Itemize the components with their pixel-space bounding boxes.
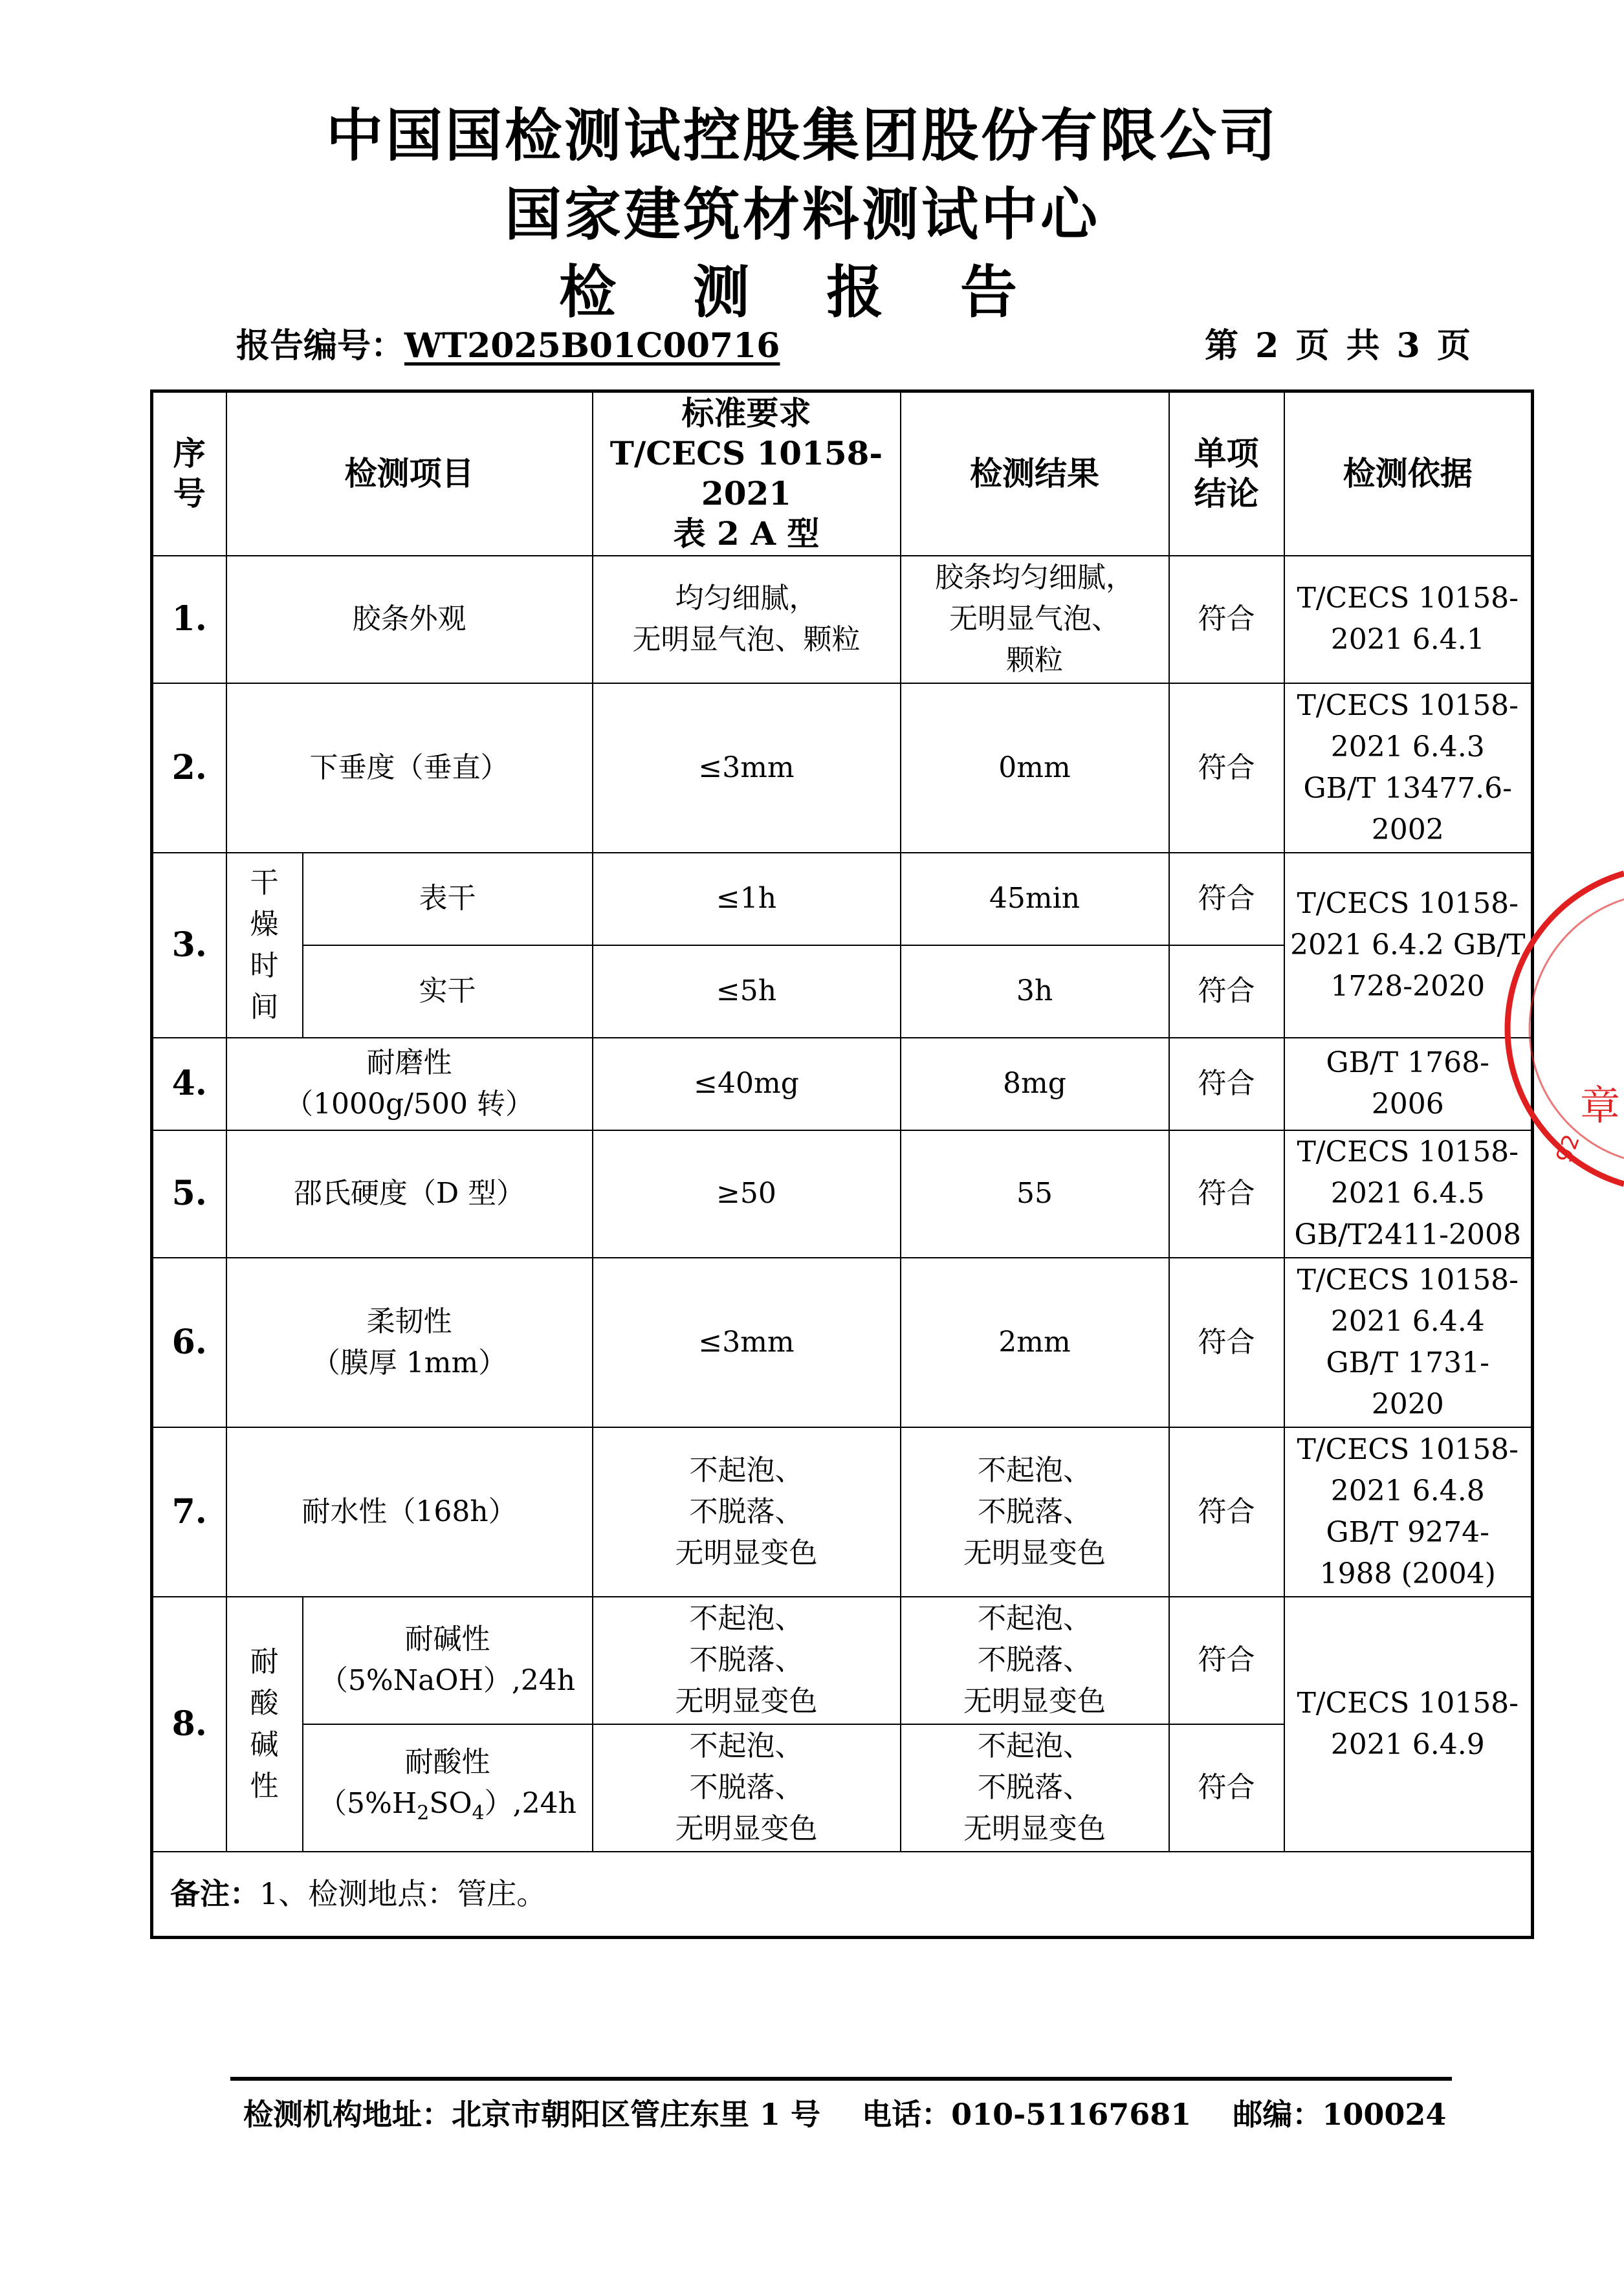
row-subitem-sub2: 4	[472, 1801, 485, 1825]
phone-value: 010-51167681	[951, 2097, 1192, 2132]
row-subitem: 实干	[303, 945, 593, 1038]
row-basis: GB/T 1768- 2006	[1284, 1038, 1533, 1130]
row-conclusion: 符合	[1169, 556, 1284, 683]
row-seq: 2.	[152, 683, 226, 853]
row-result: 45min	[901, 853, 1169, 945]
row-seq: 5.	[152, 1130, 226, 1258]
row-item: 下垂度（垂直）	[226, 683, 593, 853]
table-row	[152, 1427, 1533, 1597]
header-basis: 检测依据	[1284, 391, 1533, 556]
phone-label: 电话：	[862, 2097, 952, 2132]
row-seq: 7.	[152, 1427, 226, 1597]
row-item: 耐水性（168h）	[226, 1427, 593, 1597]
report-number-label: 报告编号：	[236, 326, 405, 366]
row-result: 3h	[901, 945, 1169, 1038]
row-conclusion: 符合	[1169, 1258, 1284, 1427]
row-subitem: 表干	[303, 853, 593, 945]
row-basis: T/CECS 10158- 2021 6.4.3 GB/T 13477.6- 2002	[1284, 683, 1533, 853]
table-row	[152, 1597, 1533, 1724]
row-requirement: 不起泡、 不脱落、 无明显变色	[593, 1597, 901, 1724]
footer-contact	[243, 2091, 1446, 2134]
table-row	[152, 853, 1533, 945]
notes-text: 1、检测地点：管庄。	[259, 1876, 547, 1912]
row-seq: 4.	[152, 1038, 226, 1130]
postcode-value: 100024	[1322, 2097, 1447, 2132]
row-result: 0mm	[901, 683, 1169, 853]
page-indicator: 第 2 页 共 3 页	[1205, 326, 1473, 366]
table-row	[152, 683, 1533, 853]
row-subitem: 耐碱性 （5%NaOH）,24h	[303, 1597, 593, 1724]
row-conclusion: 符合	[1169, 853, 1284, 945]
row-basis: T/CECS 10158- 2021 6.4.5 GB/T2411-2008	[1284, 1130, 1533, 1258]
row-seq: 1.	[152, 556, 226, 683]
row-subitem-post: ）,24h	[484, 1786, 576, 1820]
row-group-label: 干 燥 时 间	[226, 853, 303, 1038]
table-row	[152, 556, 1533, 683]
row-conclusion: 符合	[1169, 1597, 1284, 1724]
row-conclusion: 符合	[1169, 683, 1284, 853]
footer-divider	[230, 2077, 1452, 2081]
row-item: 邵氏硬度（D 型）	[226, 1130, 593, 1258]
row-requirement: 不起泡、 不脱落、 无明显变色	[593, 1724, 901, 1852]
seal-character: 章	[1580, 1082, 1621, 1129]
address-label: 检测机构地址：	[243, 2097, 452, 2132]
company-name: 中国国检测试控股集团股份有限公司	[325, 102, 1278, 169]
row-item: 耐磨性 （1000g/500 转）	[226, 1038, 593, 1130]
row-basis: T/CECS 10158- 2021 6.4.4 GB/T 1731- 2020	[1284, 1258, 1533, 1427]
row-basis: T/CECS 10158- 2021 6.4.2 GB/T 1728-2020	[1284, 853, 1533, 1038]
row-conclusion: 符合	[1169, 1038, 1284, 1130]
header-standard: 标准要求 T/CECS 10158- 2021 表 2 A 型	[593, 391, 901, 556]
table-header-row	[152, 391, 1533, 556]
row-basis: T/CECS 10158- 2021 6.4.9	[1284, 1597, 1533, 1852]
header-result: 检测结果	[901, 391, 1169, 556]
header-item: 检测项目	[226, 391, 593, 556]
row-conclusion: 符合	[1169, 1724, 1284, 1852]
header-seq: 序 号	[152, 391, 226, 556]
row-item: 柔韧性 （膜厚 1mm）	[226, 1258, 593, 1427]
table-row	[152, 1258, 1533, 1427]
row-requirement: ≤3mm	[593, 1258, 901, 1427]
row-seq: 8.	[152, 1597, 226, 1852]
row-requirement: ≥50	[593, 1130, 901, 1258]
address-value: 北京市朝阳区管庄东里 1 号	[452, 2097, 821, 2132]
row-seq: 3.	[152, 853, 226, 1038]
official-seal-partial	[1546, 860, 1624, 1197]
row-conclusion: 符合	[1169, 1427, 1284, 1597]
report-number	[236, 318, 780, 367]
row-group-label: 耐 酸 碱 性	[226, 1597, 303, 1852]
report-number-value: WT2025B01C00716	[404, 326, 780, 366]
row-requirement: ≤5h	[593, 945, 901, 1038]
row-requirement: 不起泡、 不脱落、 无明显变色	[593, 1427, 901, 1597]
notes-row	[152, 1852, 1533, 1938]
row-subitem-pre: （5%H	[318, 1786, 417, 1820]
row-basis: T/CECS 10158- 2021 6.4.1	[1284, 556, 1533, 683]
results-table	[150, 389, 1534, 1939]
center-name: 国家建筑材料测试中心	[504, 181, 1100, 248]
row-requirement: ≤40mg	[593, 1038, 901, 1130]
row-result: 2mm	[901, 1258, 1169, 1427]
row-requirement: ≤3mm	[593, 683, 901, 853]
row-conclusion: 符合	[1169, 1130, 1284, 1258]
row-requirement: 均匀细腻， 无明显气泡、颗粒	[593, 556, 901, 683]
row-result: 55	[901, 1130, 1169, 1258]
table-row	[152, 1130, 1533, 1258]
row-conclusion: 符合	[1169, 945, 1284, 1038]
document-title: 检 测 报 告	[559, 258, 1046, 325]
row-subitem	[303, 1724, 593, 1852]
row-result: 胶条均匀细腻， 无明显气泡、 颗粒	[901, 556, 1169, 683]
row-requirement: ≤1h	[593, 853, 901, 945]
row-result: 不起泡、 不脱落、 无明显变色	[901, 1597, 1169, 1724]
notes-label: 备注：	[170, 1876, 259, 1912]
header-conclusion: 单项 结论	[1169, 391, 1284, 556]
row-result: 不起泡、 不脱落、 无明显变色	[901, 1427, 1169, 1597]
row-seq: 6.	[152, 1258, 226, 1427]
row-subitem-sub1: 2	[417, 1801, 430, 1825]
row-subitem-mid: SO	[429, 1786, 472, 1820]
table-row	[152, 1038, 1533, 1130]
row-result: 8mg	[901, 1038, 1169, 1130]
notes-cell	[152, 1852, 1533, 1938]
row-result: 不起泡、 不脱落、 无明显变色	[901, 1724, 1169, 1852]
row-item: 胶条外观	[226, 556, 593, 683]
row-basis: T/CECS 10158- 2021 6.4.8 GB/T 9274- 1988 (2004)	[1284, 1427, 1533, 1597]
row-subitem-line1: 耐酸性	[404, 1745, 490, 1779]
postcode-label: 邮编：	[1233, 2097, 1322, 2132]
seal-number: 92	[1551, 1131, 1585, 1167]
